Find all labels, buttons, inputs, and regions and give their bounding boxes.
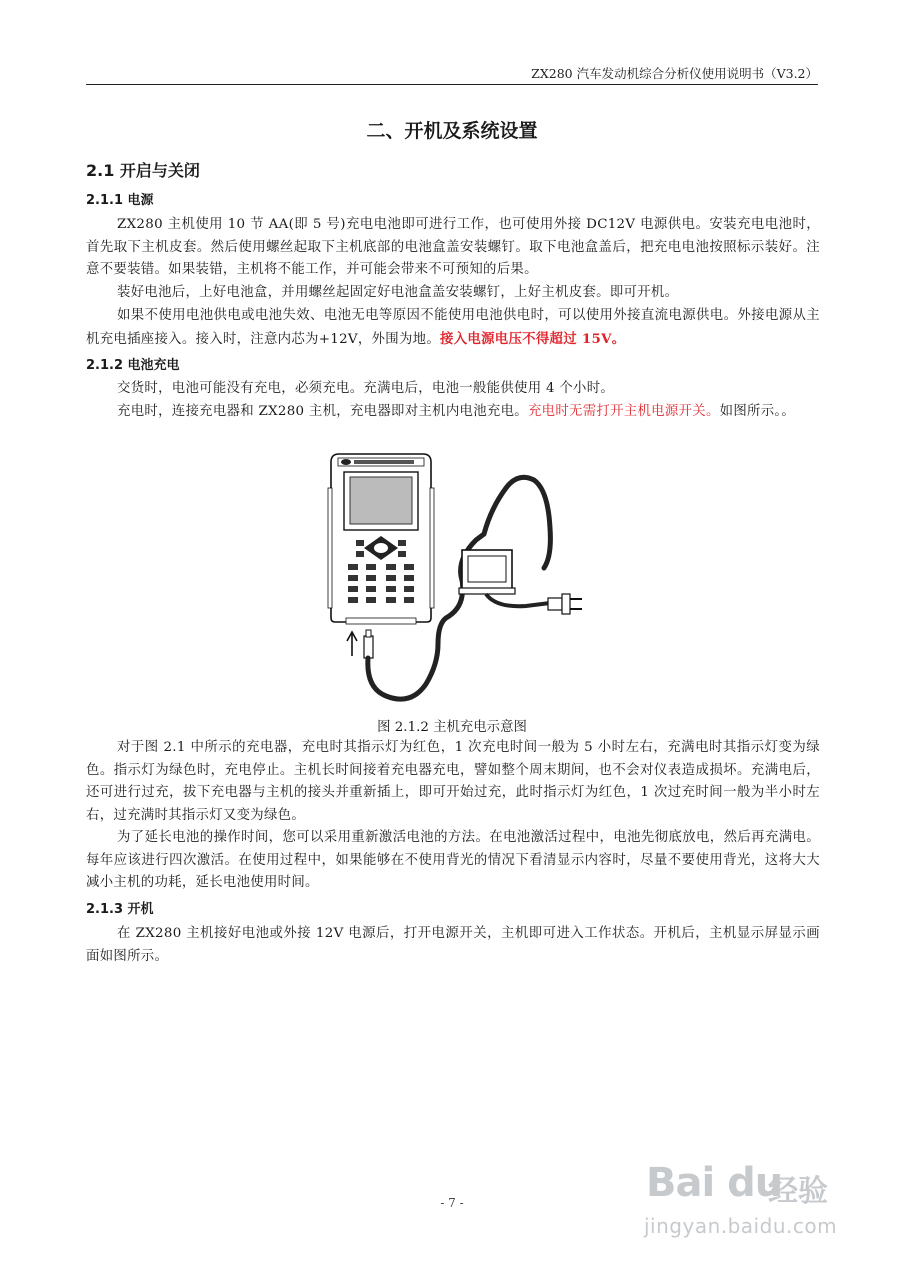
section-title-2-1-2: 2.1.2 电池充电: [86, 358, 180, 373]
paragraph-charge-3: 对于图 2.1 中所示的充电器，充电时其指示灯为红色，1 次充电时间一般为 5 小时左右，充满电时其指示灯变为绿色。指示灯为绿色时，充电停止。主机长时间接着充电器充电，譬如整个周末期间，也不会对仪表造成损坏。充满电后，还可进行过充，拔下充电器与主机的接头并重新插上，即可开始过充，此时指示灯为红色，1 次过充时间一般为半小时左右，过充满时其指示灯又变为绿色。: [86, 740, 820, 823]
charge-note-red: 充电时无需打开主机电源开关。: [527, 404, 720, 419]
paragraph-charge-2: [86, 401, 820, 424]
section-title-2-1: 2.1 开启与关闭: [86, 161, 200, 180]
section-title-2-1-1: 2.1.1 电源: [86, 193, 154, 208]
paragraph-power-3: [86, 305, 820, 351]
watermark-url: jingyan.baidu.com: [644, 1214, 838, 1238]
running-header: ZX280 汽车发动机综合分析仪使用说明书（V3.2）: [531, 66, 818, 81]
section-title-2-1-3: 2.1.3 开机: [86, 902, 154, 917]
watermark: [640, 1150, 860, 1260]
page-number: - 7 -: [440, 1196, 464, 1210]
header-rule: [86, 84, 818, 85]
paragraph-charge-1: 交货时，电池可能没有充电，必须充电。充满电后，电池一般能供使用 4 个小时。: [117, 381, 615, 396]
charge-text-b: 如图所示。。: [719, 404, 796, 419]
paragraph-power-1: ZX280 主机使用 10 节 AA(即 5 号)充电电池即可进行工作，也可使用外接 DC12V 电源供电。安装充电电池时，首先取下主机皮套。然后使用螺丝起取下主机底部的电池盒盖安装螺钉。取下电池盒盖后，把充电电池按照标示装好。注意不要装错。如果装错，主机将不能工作，并可能会带来不可预知的后果。: [86, 217, 820, 277]
watermark-logo: Bai du: [646, 1160, 783, 1206]
paragraph-power-2: 装好电池后，上好电池盒，并用螺丝起固定好电池盒盖安装螺钉，上好主机皮套。即可开机。: [117, 285, 679, 300]
power-text: 如果不使用电池供电或电池失效、电池无电等原因不能使用电池供电时，可以使用外接直流电源供电。外接电源从主机充电插座接入。接入时，注意内芯为+12V，外围为地。: [86, 308, 820, 347]
paragraph-power-on: 在 ZX280 主机接好电池或外接 12V 电源后，打开电源开关，主机即可进入工作状态。开机后，主机显示屏显示画面如图所示。: [86, 926, 820, 964]
chapter-title: 二、开机及系统设置: [366, 120, 538, 142]
watermark-cn: 经验: [768, 1174, 828, 1209]
charger-illustration: [326, 448, 586, 710]
charge-text-a: 充电时，连接充电器和 ZX280 主机，充电器即对主机内电池充电。: [117, 404, 528, 419]
voltage-warning: 接入电源电压不得超过 15V。: [440, 330, 626, 347]
figure-caption: 图 2.1.2 主机充电示意图: [377, 720, 527, 735]
paragraph-charge-4: 为了延长电池的操作时间，您可以采用重新激活电池的方法。在电池激活过程中，电池先彻底放电，然后再充满电。每年应该进行四次激活。在使用过程中，如果能够在不使用背光的情况下看清显示内容时，尽量不要使用背光，这将大大减小主机的功耗，延长电池使用时间。: [86, 830, 820, 890]
